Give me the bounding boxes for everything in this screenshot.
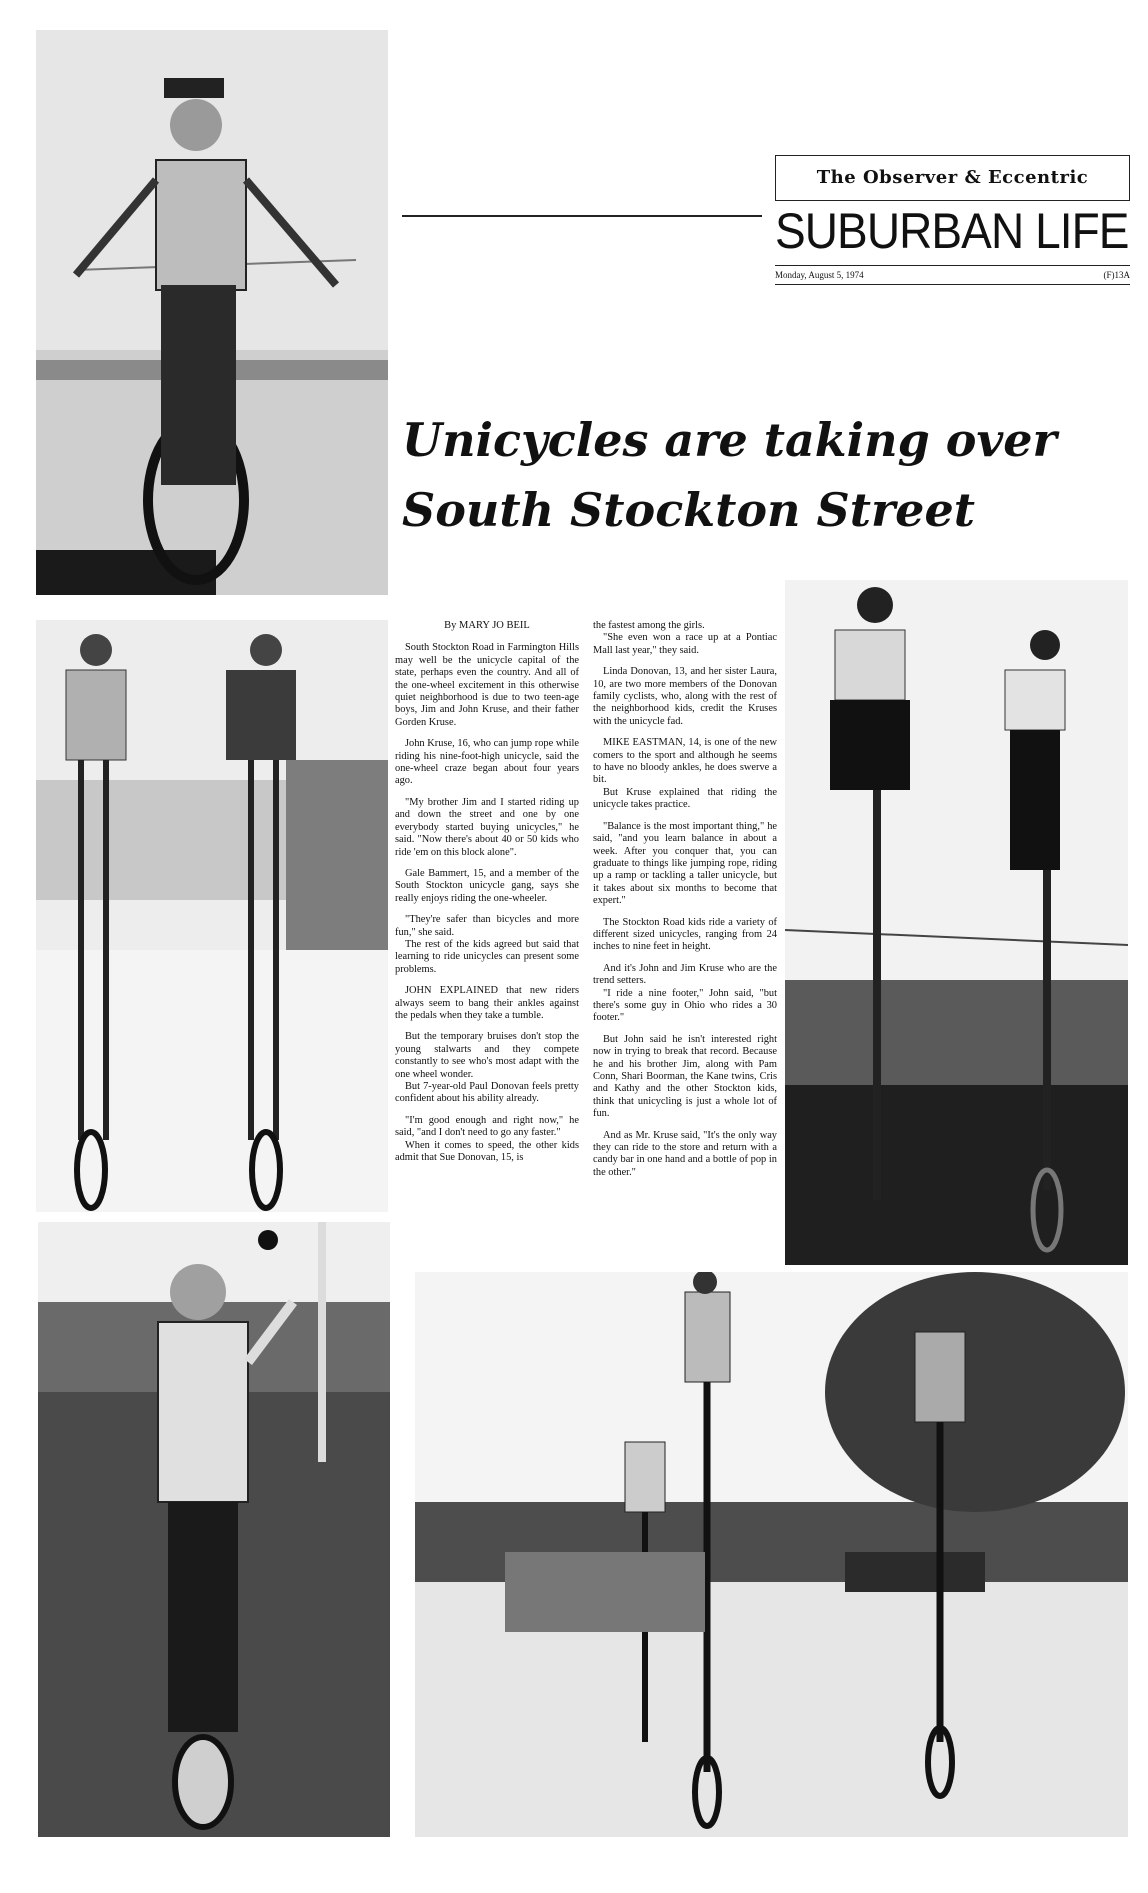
paragraph: JOHN EXPLAINED that new riders always seem to bang their ankles against the pedals when they take a tumble. <box>395 985 579 1021</box>
page-number: (F)13A <box>1103 270 1130 280</box>
paragraph: But the temporary bruises don't stop the young stalwarts and they compete constantly to see who's most adapt with the one wheel wonder. <box>395 1031 579 1080</box>
paragraph: But John said he isn't interested right now in trying to break that record. Because he and his brother Jim, along with Pam Conn, Shari Boorman, the Kane twins, Cris and Kathy and the other Stockton kids, think that unicycling is just a whole lot of fun. <box>593 1033 777 1120</box>
paragraph: Linda Donovan, 13, and her sister Laura, 10, are two more members of the Donovan family cyclists, who, along with the rest of the neighborhood kids, credit the Kruses with the unicycle fad. <box>593 666 777 727</box>
photo-group-of-riders <box>415 1272 1128 1837</box>
paragraph: The Stockton Road kids ride a variety of different sized unicycles, ranging from 24 inches to nine feet in height. <box>593 916 777 953</box>
photo-juggler <box>38 1222 390 1837</box>
headline-line-1: Unicycles are taking over <box>402 413 1057 467</box>
paragraph: And it's John and Jim Kruse who are the trend setters. <box>593 962 777 987</box>
issue-date: Monday, August 5, 1974 <box>775 270 864 280</box>
paragraph: South Stockton Road in Farmington Hills may well be the unicycle capital of the state, perhaps even the country. And all of the one-wheel excitement in this otherwise quiet neighborhood is due to two teen-age boys, Jim and John Kruse, and their father Gorden Kruse. <box>395 642 579 728</box>
section-title: SUBURBAN LIFE <box>775 203 1129 259</box>
paragraph: the fastest among the girls. <box>593 620 705 631</box>
headline-line-2: South Stockton Street <box>402 483 975 537</box>
article-column-2 <box>593 620 777 1220</box>
paragraph: John Kruse, 16, who can jump rope while riding his nine-foot-high unicycle, said the one-wheel craze began about four years ago. <box>395 738 579 787</box>
article-body <box>395 620 777 1220</box>
paragraph: Gale Bammert, 15, and a member of the South Stockton unicycle gang, says she really enjoys riding the one-wheeler. <box>395 867 579 904</box>
masthead <box>775 155 1130 290</box>
paragraph: "She even won a race up at a Pontiac Mall last year," they said. <box>593 632 777 656</box>
byline: By MARY JO BEIL <box>444 620 530 631</box>
paragraph: The rest of the kids agreed but said that learning to ride unicycles can present some problems. <box>395 938 579 975</box>
paragraph: But Kruse explained that riding the unicycle takes practice. <box>593 786 777 811</box>
paragraph: "I ride a nine footer," John said, "but there's some guy in Ohio who rides a 30 footer." <box>593 987 777 1024</box>
photo-unicyclist-rope <box>36 30 388 595</box>
paragraph: But 7-year-old Paul Donovan feels pretty confident about his ability already. <box>395 1081 579 1105</box>
paragraph: "Balance is the most important thing," he said, "and you learn balance in about a week. After you conquer that, you can graduate to things like jumping rope, riding up a ramp or tackling a taller unicycle, but it takes about six months to become that expert." <box>593 820 777 907</box>
paper-name: The Observer & Eccentric <box>775 155 1130 201</box>
paragraph: "I'm good enough and right now," he said, "and I don't need to go any faster." <box>395 1114 579 1139</box>
headline <box>402 405 1057 545</box>
photo-two-tall-unicycles <box>36 620 388 1212</box>
article-column-1 <box>395 620 579 1220</box>
paragraph: "My brother Jim and I started riding up and down the street and one by one everybody started buying unicycles," he said. "Now there's about 40 or 50 kids who ride 'em on this block alone". <box>395 796 579 858</box>
paragraph: And as Mr. Kruse said, "It's the only way they can ride to the store and return with a candy bar in one hand and a bottle of pop in the other." <box>593 1129 777 1178</box>
paragraph: MIKE EASTMAN, 14, is one of the new comers to the sport and although he seems to have no bloody ankles, he does swerve a bit. <box>593 737 777 786</box>
paragraph: When it comes to speed, the other kids admit that Sue Donovan, 15, is <box>395 1139 579 1164</box>
dateline <box>775 265 1130 285</box>
paragraph: "They're safer than bicycles and more fun," she said. <box>395 914 579 938</box>
photo-girls-on-unicycles <box>785 580 1128 1265</box>
masthead-rule <box>402 215 762 217</box>
